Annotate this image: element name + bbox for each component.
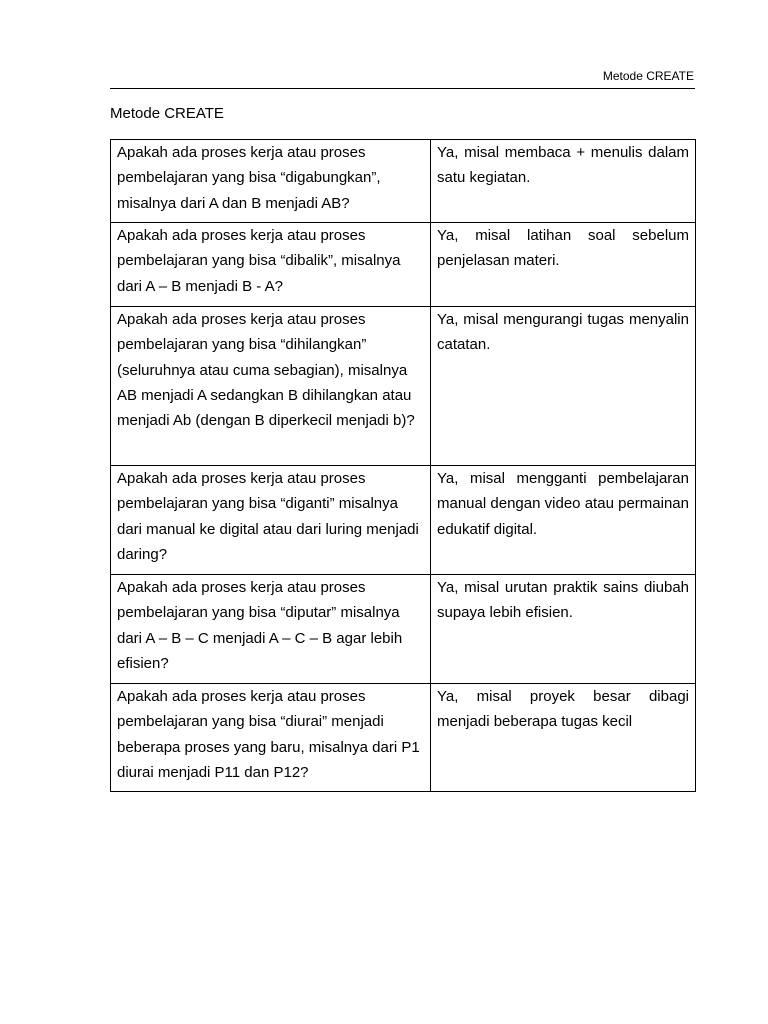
section-title: Metode CREATE: [110, 105, 224, 122]
header-divider: [110, 88, 695, 89]
question-cell: Apakah ada proses kerja atau proses pembelajaran yang bisa “digabungkan”, misalnya dari A dan B menjadi AB?: [111, 140, 431, 223]
answer-cell: Ya, misal latihan soal sebelum penjelasan materi.: [431, 223, 696, 307]
answer-cell: Ya, misal mengurangi tugas menyalin catatan.: [431, 307, 696, 466]
answer-cell: Ya, misal mengganti pembelajaran manual dengan video atau permainan edukatif digital.: [431, 466, 696, 575]
table-row: [111, 466, 696, 575]
question-cell: Apakah ada proses kerja atau proses pembelajaran yang bisa “dihilangkan” (seluruhnya atau cuma sebagian), misalnya AB menjadi A sedangkan B dihilangkan atau menjadi Ab (dengan B diperkecil menjadi b)?: [111, 307, 431, 466]
question-cell: Apakah ada proses kerja atau proses pembelajaran yang bisa “dibalik”, misalnya dari A – B menjadi B - A?: [111, 223, 431, 307]
answer-cell: Ya, misal membaca + menulis dalam satu kegiatan.: [431, 140, 696, 223]
table-row: [111, 307, 696, 466]
question-cell: Apakah ada proses kerja atau proses pembelajaran yang bisa “diputar” misalnya dari A – B – C menjadi A – C – B agar lebih efisien?: [111, 575, 431, 684]
table-row: [111, 223, 696, 307]
answer-cell: Ya, misal urutan praktik sains diubah supaya lebih efisien.: [431, 575, 696, 684]
answer-cell: Ya, misal proyek besar dibagi menjadi beberapa tugas kecil: [431, 684, 696, 792]
question-cell: Apakah ada proses kerja atau proses pembelajaran yang bisa “diganti” misalnya dari manual ke digital atau dari luring menjadi daring?: [111, 466, 431, 575]
running-header: Metode CREATE: [602, 69, 694, 83]
table-row: [111, 140, 696, 223]
create-method-table: [110, 139, 696, 792]
table-row: [111, 575, 696, 684]
table-row: [111, 684, 696, 792]
question-cell: Apakah ada proses kerja atau proses pembelajaran yang bisa “diurai” menjadi beberapa proses yang baru, misalnya dari P1 diurai menjadi P11 dan P12?: [111, 684, 431, 792]
